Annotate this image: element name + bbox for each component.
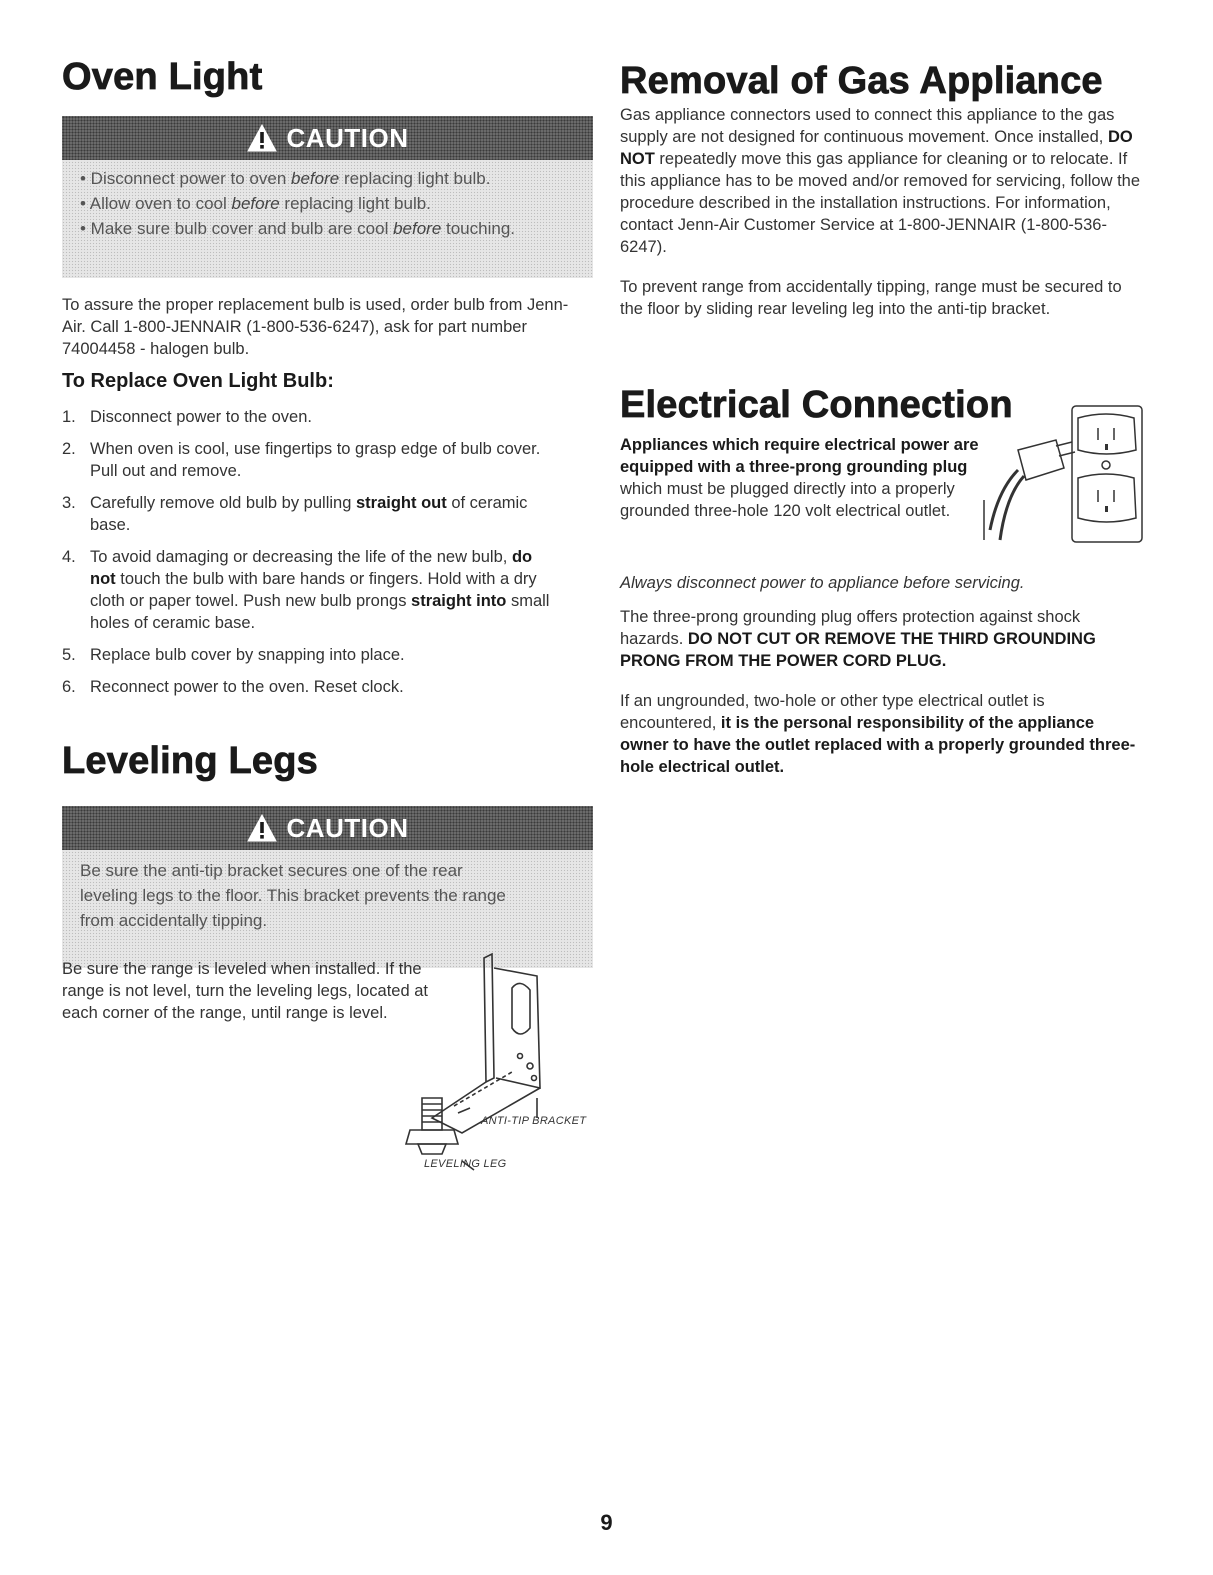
step-item: 3. Carefully remove old bulb by pulling straight out of ceramic base. — [62, 494, 528, 534]
anti-tip-bracket-label: ANTI-TIP BRACKET — [481, 1115, 587, 1127]
step-item: 2. When oven is cool, use fingertips to grasp edge of bulb cover. Pull out and remove. — [62, 440, 541, 480]
step-item: 1. Disconnect power to the oven. — [62, 408, 312, 426]
caution-label: CAUTION — [286, 812, 409, 843]
step-item: 5. Replace bulb cover by snapping into place. — [62, 646, 405, 664]
electrical-paragraph-1: Appliances which require electrical power are equipped with a three-prong grounding plug which must be plugged directly into a properly grounded three-hole 120 volt electrical outlet. — [620, 436, 979, 520]
warning-icon — [247, 124, 277, 152]
caution-header — [62, 116, 593, 160]
caution-header — [62, 806, 593, 850]
disconnect-note: Always disconnect power to appliance before servicing. — [620, 574, 1025, 592]
leveling-leg-label: LEVELING LEG — [424, 1158, 507, 1170]
removal-heading: Removal of Gas Appliance — [620, 60, 1103, 102]
caution-line: from accidentally tipping. — [80, 911, 268, 930]
outlet-plug-illustration — [978, 400, 1148, 550]
electrical-heading: Electrical Connection — [620, 384, 1013, 426]
oven-light-caution-box — [62, 116, 593, 278]
step-item: 4. To avoid damaging or decreasing the life of the new bulb, do not touch the bulb with bare hands or fingers. Hold with a dry cloth or paper towel. Push new bulb prongs straight into small holes of ceramic base. — [62, 548, 550, 632]
step-item: 6. Reconnect power to the oven. Reset clock. — [62, 678, 404, 696]
electrical-paragraph-2: The three-prong grounding plug offers protection against shock hazards. DO NOT CUT OR REMOVE THE THIRD GROUNDING PRONG FROM THE POWER CORD PLUG. — [620, 608, 1096, 670]
caution-line: Be sure the anti-tip bracket secures one of the rear — [80, 861, 463, 880]
caution-label: CAUTION — [286, 122, 409, 153]
oven-light-heading: Oven Light — [62, 56, 263, 98]
replace-bulb-steps — [62, 406, 562, 708]
removal-paragraph-1: Gas appliance connectors used to connect this appliance to the gas supply are not designed for continuous movement. Once installed, DO NOT repeatedly move this gas appliance for cleaning or to relocate. If this appliance has to be moved and/or removed for servicing, follow the procedure described in the installation instructions. For information, contact Jenn-Air Customer Service at 1-800-JENNAIR (1-800-536-6247). — [620, 106, 1141, 256]
caution-line: leveling legs to the floor. This bracket prevents the range — [80, 886, 506, 905]
bulb-order-paragraph: To assure the proper replacement bulb is used, order bulb from Jenn-Air. Call 1-800-JENNAIR (1-800-536-6247), ask for part number 74004458 - halogen bulb. — [62, 296, 569, 358]
removal-paragraph-2: To prevent range from accidentally tipping, range must be secured to the floor by sliding rear leveling leg into the anti-tip bracket. — [620, 278, 1122, 318]
caution-body — [62, 160, 593, 278]
caution-line: • Disconnect power to oven before replacing light bulb. — [80, 169, 491, 188]
leveling-legs-heading: Leveling Legs — [62, 740, 319, 782]
caution-line: • Allow oven to cool before replacing light bulb. — [80, 194, 431, 213]
leveling-caution-box — [62, 806, 593, 968]
replace-bulb-subheading: To Replace Oven Light Bulb: — [62, 370, 334, 392]
caution-line: • Make sure bulb cover and bulb are cool before touching. — [80, 219, 516, 238]
warning-icon — [247, 814, 277, 842]
electrical-paragraph-3: If an ungrounded, two-hole or other type electrical outlet is encountered, it is the personal responsibility of the appliance owner to have the outlet replaced with a properly grounded three-hole electrical outlet. — [620, 692, 1136, 776]
anti-tip-bracket-illustration — [362, 948, 602, 1173]
page-number: 9 — [600, 1510, 613, 1535]
leveling-paragraph: Be sure the range is leveled when installed. If the range is not level, turn the leveling legs, located at each corner of the range, until range is level. — [62, 960, 428, 1022]
